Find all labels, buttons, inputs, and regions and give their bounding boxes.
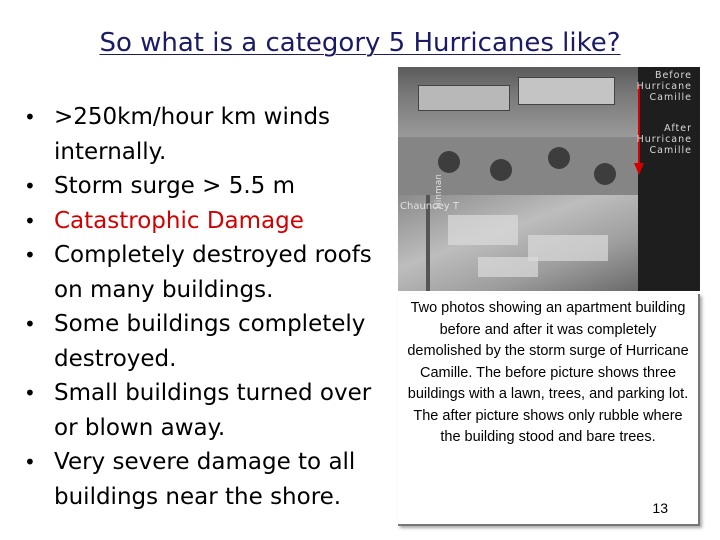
tree-shape [548,147,570,169]
bullet-dot-icon: • [24,450,36,474]
tree-shape [490,159,512,181]
bullet-item: • Catastrophic Damage [22,204,402,239]
tree-shape [438,151,460,173]
bullet-item: • Completely destroyed roofs on many buildings. [22,238,402,307]
bullet-item: • Small buildings turned over or blown away. [22,376,402,445]
bullet-dot-icon: • [24,312,36,336]
bullet-item: • Some buildings completely destroyed. [22,307,402,376]
bullet-item: • Storm surge > 5.5 m [22,169,402,204]
before-label: Before Hurricane Camille [636,70,692,103]
tree-shape [594,163,616,185]
rubble-shape [478,257,538,277]
rubble-shape [448,215,518,245]
bullet-dot-icon: • [24,208,36,233]
street-label: Chauncey T [400,201,459,212]
rubble-shape [528,235,608,261]
bullet-item: • >250km/hour km winds internally. [22,100,402,169]
street-label: Hinman [434,174,444,209]
bullet-dot-icon: • [24,381,36,405]
after-label: After Hurricane Camille [636,123,692,156]
bullet-dot-icon: • [24,243,36,267]
bullet-dot-icon: • [24,174,36,198]
photo-caption-box [398,294,700,526]
bullet-item: • Very severe damage to all buildings near the shore. [22,445,402,514]
bullet-list [22,100,402,514]
slide-title: So what is a category 5 Hurricanes like? [99,28,621,58]
building-shape [518,77,615,105]
bullet-dot-icon: • [24,105,36,129]
before-after-photo [398,67,700,291]
page-number: 13 [652,500,668,516]
photo-caption: Two photos showing an apartment building before and after it was completely demolished by the storm surge of Hurricane Camille. The before picture shows three buildings with a lawn, trees, and parking lot. The after picture shows only rubble where the building stood and bare trees. [407,300,689,445]
building-shape [418,85,510,111]
